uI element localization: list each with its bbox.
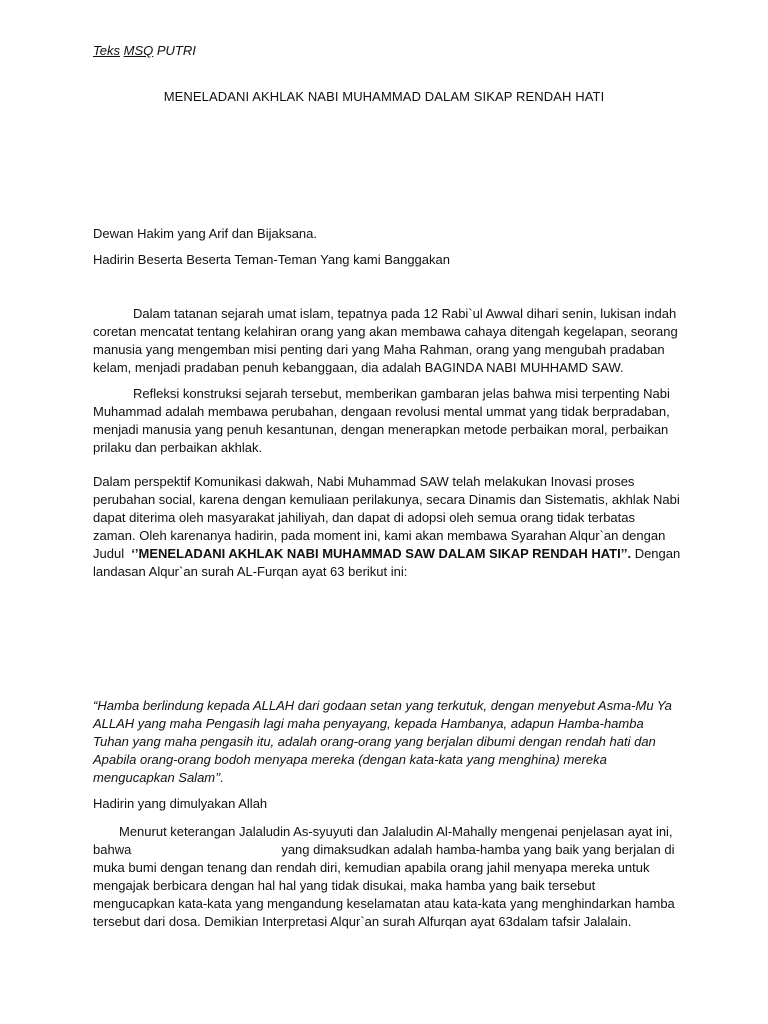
greeting-line-3: Hadirin yang dimulyakan Allah — [93, 796, 268, 811]
label-putri: PUTRI — [156, 43, 196, 58]
paragraph-2-line: Muhammad adalah membawa perubahan, dengaan revolusi mental ummat yang tidak berpradaban, — [93, 404, 670, 419]
label-teks: Teks — [93, 43, 120, 58]
quote-block — [93, 697, 683, 787]
paragraph-1-line: kelam, menjadi pradaban penuh kebanggaan, dia adalah BAGINDA NABI MUHHAMD SAW. — [93, 360, 624, 375]
quote-line: “Hamba berlindung kepada ALLAH dari godaan setan yang terkutuk, dengan menyebut Asma-Mu Ya — [93, 698, 672, 713]
paragraph-2-line: Refleksi konstruksi sejarah tersebut, memberikan gambaran jelas bahwa misi terpenting Nabi — [133, 386, 670, 401]
paragraph-2-line: prilaku dan perbaikan akhlak. — [93, 440, 263, 455]
paragraph-3-line: perubahan social, karena dengan kemuliaan perilakunya, secara Dinamis dan Sistematis, akhlak Nabi — [93, 492, 680, 507]
quote-line: Tuhan yang maha pengasih itu, adalah orang-orang yang berjalan dibumi dengan rendah hati dan — [93, 734, 656, 749]
paragraph-3 — [93, 473, 683, 581]
paragraph-4-line: muka bumi dengan tenang dan rendah diri, kemudian apabila orang jahil menyapa mereka untuk — [93, 860, 650, 875]
judul-title: ‘’MENELADANI AKHLAK NABI MUHAMMAD SAW DALAM SIKAP RENDAH HATI’’. — [131, 546, 632, 561]
paragraph-1 — [93, 305, 683, 377]
paragraph-1-line: Dalam tatanan sejarah umat islam, tepatnya pada 12 Rabi`ul Awwal dihari senin, lukisan indah — [133, 306, 677, 321]
label-msq: MSQ — [123, 43, 154, 58]
paragraph-4-line-2 — [93, 841, 683, 859]
judul-line — [93, 545, 683, 563]
greeting-line-2: Hadirin Beserta Beserta Teman-Teman Yang kami Banggakan — [93, 252, 450, 267]
paragraph-4-line: mengucapkan kata-kata yang mengandung keselamatan atau kata-kata yang menghindarkan hamba — [93, 896, 675, 911]
quote-line: Apabila orang-orang bodoh menyapa mereka (dengan kata-kata yang menghina) mereka — [93, 752, 607, 767]
paragraph-4-line: tersebut dari dosa. Demikian Interpretasi Alqur`an surah Alfurqan ayat 63dalam tafsir Jalalain. — [93, 914, 632, 929]
paragraph-3-line: Dalam perspektif Komunikasi dakwah, Nabi Muhammad SAW telah melakukan Inovasi proses — [93, 474, 635, 489]
paragraph-4-line: mengajak berbicara dengan hal hal yang tidak disukai, maka hamba yang baik tersebut — [93, 878, 596, 893]
paragraph-1-line: coretan mencatat tentang kelahiran orang yang akan membawa cahaya ditengah kegelapan, seorang — [93, 324, 678, 339]
paragraph-4-continued: yang dimaksudkan adalah hamba-hamba yang baik yang berjalan di — [281, 842, 675, 857]
judul-suffix: Dengan — [631, 546, 681, 561]
paragraph-4 — [93, 823, 683, 931]
paragraph-3-line: zaman. Oleh karenanya hadirin, pada moment ini, kami akan membawa Syarahan Alqur`an dengan — [93, 528, 666, 543]
quote-line: ALLAH yang maha Pengasih lagi maha penyayang, kepada Hambanya, adapun Hamba-hamba — [93, 716, 644, 731]
paragraph-3-line: landasan Alqur`an surah AL-Furqan ayat 63 berikut ini: — [93, 564, 408, 579]
paragraph-4-bahwa: bahwa — [93, 842, 132, 857]
judul-prefix: Judul — [93, 546, 132, 561]
greeting-line-1: Dewan Hakim yang Arif dan Bijaksana. — [93, 226, 318, 241]
paragraph-4-line: Menurut keterangan Jalaludin As-syuyuti dan Jalaludin Al-Mahally mengenai penjelasan ayat ini, — [119, 824, 673, 839]
paragraph-2-line: menjadi manusia yang penuh kesantunan, dengan menerapkan metode perbaikan moral, perbaikan — [93, 422, 669, 437]
document-title: MENELADANI AKHLAK NABI MUHAMMAD DALAM SIKAP RENDAH HATI — [163, 89, 605, 104]
paragraph-1-line: manusia yang mengemban misi penting dari yang Maha Rahman, orang yang mengubah pradaban — [93, 342, 665, 357]
quote-line: mengucapkan Salam’’. — [93, 770, 225, 785]
document-label — [93, 42, 196, 60]
paragraph-2 — [93, 385, 683, 457]
paragraph-3-line: dapat diterima oleh masyarakat jahiliyah, dan dapat di adopsi oleh semua orang tidak terbatas — [93, 510, 636, 525]
